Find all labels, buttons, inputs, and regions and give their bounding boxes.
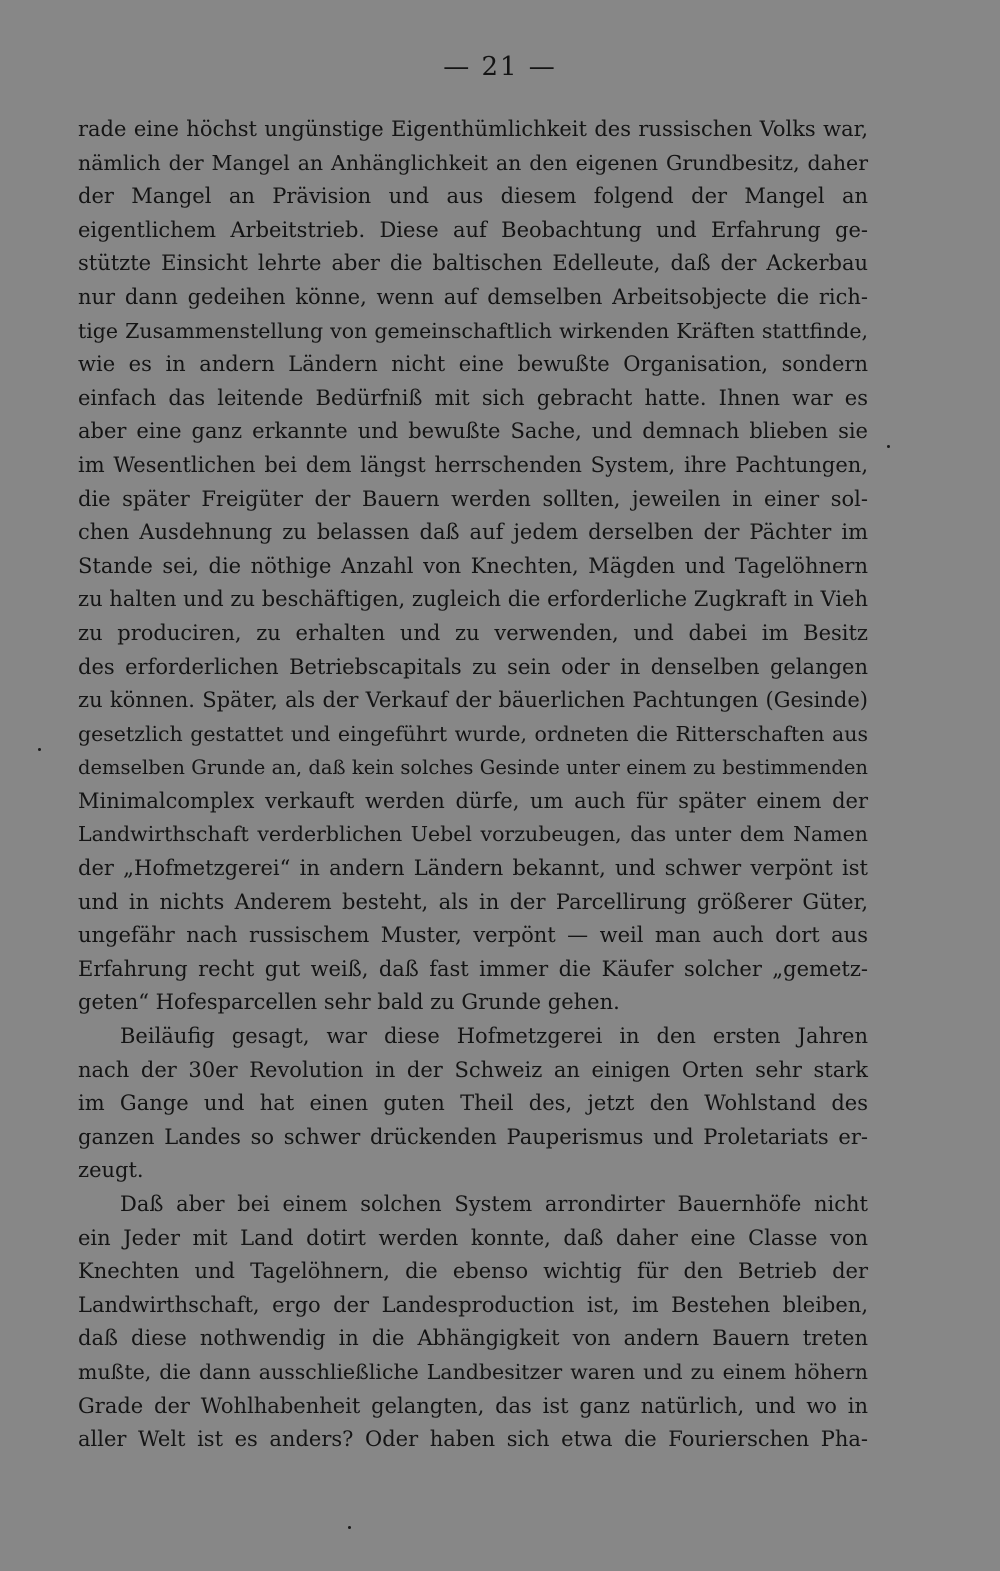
- text-line: eigentlichem Arbeitstrieb. Diese auf Beobachtung und Erfahrung ge-: [78, 217, 868, 242]
- text-line: nur dann gedeihen könne, wenn auf demselben Arbeitsobjecte die rich-: [78, 284, 868, 309]
- text-line: aber eine ganz erkannte und bewußte Sache, und demnach blieben sie: [78, 419, 868, 444]
- text-line: mußte, die dann ausschließliche Landbesitzer waren und zu einem höhern: [78, 1359, 868, 1384]
- text-line: ungefähr nach russischem Muster, verpönt — weil man auch dort aus: [78, 923, 868, 948]
- paragraph-start-line: Beiläufig gesagt, war diese Hofmetzgerei in den ersten Jahren: [120, 1024, 868, 1049]
- text-line: die später Freigüter der Bauern werden sollten, jeweilen in einer sol-: [78, 486, 868, 511]
- text-line: zu halten und zu beschäftigen, zugleich die erforderliche Zugkraft in Vieh: [78, 587, 868, 612]
- ink-speck: [38, 748, 41, 751]
- paragraph-end-line: zeugt.: [78, 1158, 144, 1183]
- text-line: Grade der Wohlhabenheit gelangten, das ist ganz natürlich, und wo in: [78, 1393, 868, 1418]
- text-line: rade eine höchst ungünstige Eigenthümlichkeit des russischen Volks war,: [78, 117, 868, 141]
- body-text: [78, 113, 868, 1457]
- text-line: demselben Grunde an, daß kein solches Gesinde unter einem zu bestimmenden: [78, 756, 868, 780]
- page-number: — 21 —: [443, 52, 557, 82]
- text-line: einfach das leitende Bedürfniß mit sich gebracht hatte. Ihnen war es: [78, 385, 868, 410]
- text-line: im Wesentlichen bei dem längst herrschenden System, ihre Pachtungen,: [78, 452, 868, 477]
- ink-speck: [887, 445, 890, 448]
- text-line: Knechten und Tagelöhnern, die ebenso wichtig für den Betrieb der: [78, 1259, 868, 1284]
- text-line: gesetzlich gestattet und eingeführt wurde, ordneten die Ritterschaften aus: [78, 721, 868, 746]
- text-line: des erforderlichen Betriebscapitals zu sein oder in denselben gelangen: [78, 654, 868, 679]
- text-line: aller Welt ist es anders? Oder haben sich etwa die Fourierschen Pha-: [78, 1427, 868, 1452]
- text-line: zu können. Später, als der Verkauf der bäuerlichen Pachtungen (Gesinde): [78, 688, 868, 713]
- text-line: der Mangel an Prävision und aus diesem folgend der Mangel an: [78, 184, 868, 209]
- text-line: der „Hofmetzgerei“ in andern Ländern bekannt, und schwer verpönt ist: [78, 856, 868, 881]
- text-line: wie es in andern Ländern nicht eine bewußte Organisation, sondern: [78, 352, 868, 377]
- paragraph-start-line: Daß aber bei einem solchen System arrondirter Bauernhöfe nicht: [120, 1192, 868, 1216]
- text-line: und in nichts Anderem besteht, als in der Parcellirung größerer Güter,: [78, 889, 868, 914]
- text-line: nach der 30er Revolution in der Schweiz an einigen Orten sehr stark: [78, 1057, 868, 1082]
- text-line: chen Ausdehnung zu belassen daß auf jedem derselben der Pächter im: [78, 520, 868, 545]
- text-line: Landwirthschaft verderblichen Uebel vorzubeugen, das unter dem Namen: [78, 822, 868, 847]
- text-line: nämlich der Mangel an Anhänglichkeit an den eigenen Grundbesitz, daher: [78, 150, 868, 175]
- text-line: ein Jeder mit Land dotirt werden konnte, daß daher eine Classe von: [78, 1225, 868, 1250]
- ink-speck: [348, 1526, 351, 1529]
- text-line: zu produciren, zu erhalten und zu verwenden, und dabei im Besitz: [78, 620, 868, 645]
- text-line: Minimalcomplex verkauft werden dürfe, um auch für später einem der: [78, 788, 868, 813]
- text-line: Stande sei, die nöthige Anzahl von Knechten, Mägden und Tagelöhnern: [78, 553, 868, 578]
- text-line: ganzen Landes so schwer drückenden Pauperismus und Proletariats er-: [78, 1124, 868, 1149]
- paragraph-end-line: geten“ Hofesparcellen sehr bald zu Grunde gehen.: [78, 990, 620, 1015]
- text-line: tige Zusammenstellung von gemeinschaftlich wirkenden Kräften stattfinde,: [78, 318, 868, 343]
- text-line: stützte Einsicht lehrte aber die baltischen Edelleute, daß der Ackerbau: [78, 251, 868, 276]
- text-line: Erfahrung recht gut weiß, daß fast immer die Käufer solcher „gemetz-: [78, 956, 868, 981]
- text-line: im Gange und hat einen guten Theil des, jetzt den Wohlstand des: [78, 1091, 868, 1116]
- text-line: daß diese nothwendig in die Abhängigkeit von andern Bauern treten: [78, 1326, 868, 1351]
- text-line: Landwirthschaft, ergo der Landesproduction ist, im Bestehen bleiben,: [78, 1292, 868, 1317]
